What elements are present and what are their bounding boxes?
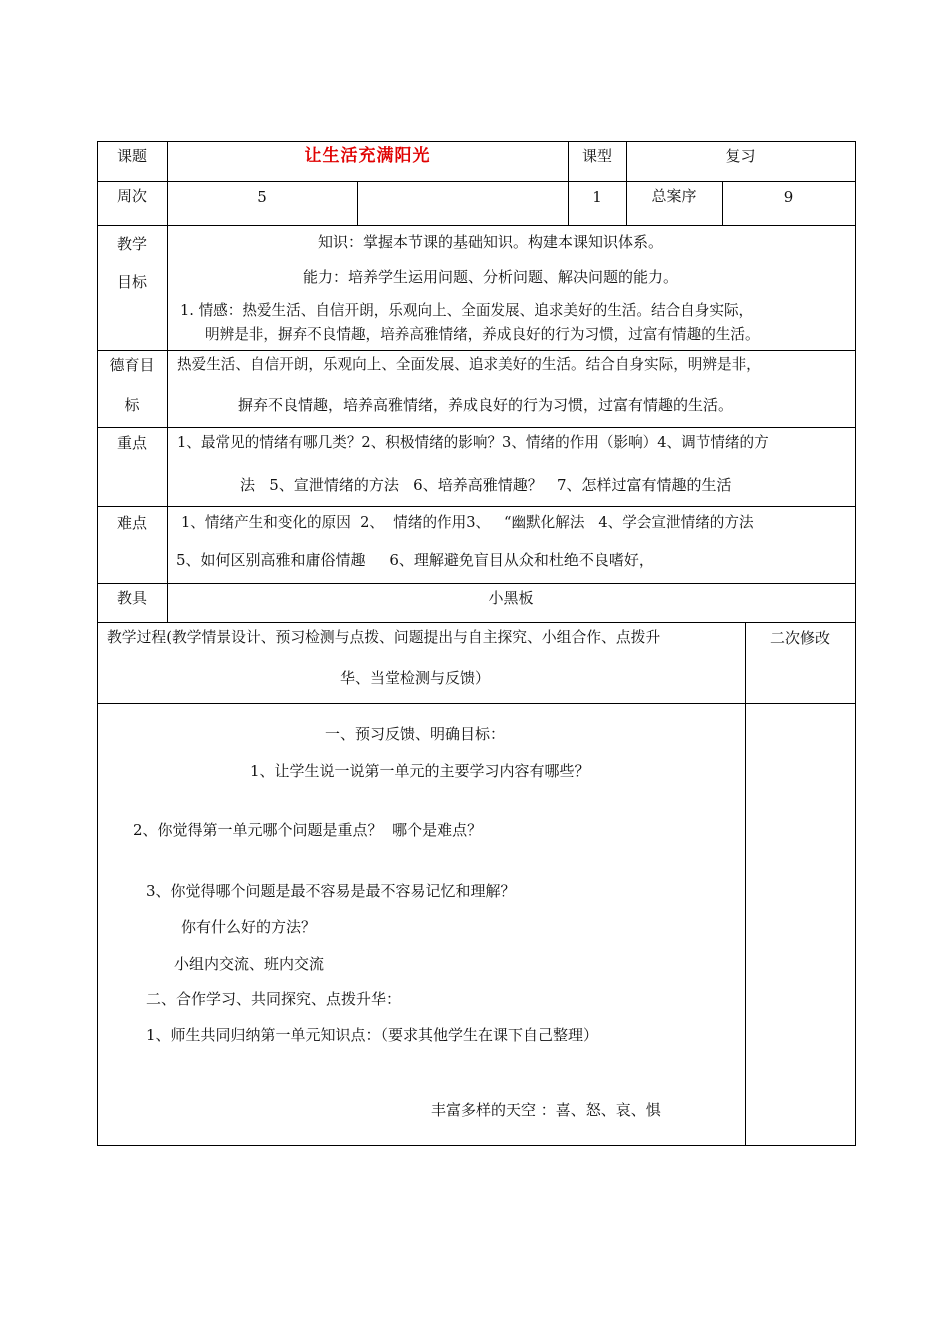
label-topic: 课题 [116,147,147,165]
question-1: 1、让学生说一说第一单元的主要学习内容有哪些？ [250,762,590,780]
rule [97,181,856,182]
label-goals-1: 教学 [116,235,147,253]
question-3: 3、你觉得哪个问题是最不容易是最不容易记忆和理解？ [146,882,516,900]
goal-emotion-1: 1. 情感：热爱生活、自信开朗，乐观向上、全面发展、追求美好的生活。结合自身实际， [180,302,754,319]
goal-emotion-2: 明辨是非，摒弃不良情趣，培养高雅情绪，养成良好的行为习惯，过富有情趣的生活。 [205,326,760,343]
label-moral-2: 标 [124,396,140,414]
rule [855,141,856,1146]
lesson-title: 让生活充满阳光 [304,146,431,166]
tools-value: 小黑板 [488,589,534,607]
exchange-text: 小组内交流、班内交流 [174,955,325,973]
process-header-2: 华、当堂检测与反馈） [340,669,491,687]
moral-line-2: 摒弃不良情趣，培养高雅情绪，养成良好的行为习惯，过富有情趣的生活。 [238,396,734,414]
rule [97,141,98,1146]
question-2: 2、你觉得第一单元哪个问题是重点？ 哪个是难点？ [133,821,483,839]
week-value: 5 [257,188,267,206]
rule [97,141,856,142]
process-header-1: 教学过程(教学情景设计、预习检测与点拨、问题提出与自主探究、小组合作、点拨升 [107,629,661,646]
moral-line-1: 热爱生活、自信开朗，乐观向上、全面发展、追求美好的生活。结合自身实际，明辨是非， [177,356,761,373]
key-points-line-1: 1、最常见的情绪有哪几类？2、积极情绪的影响？3、情绪的作用（影响）4、调节情绪的方 [177,434,769,451]
rule [97,506,856,507]
task-1: 1、师生共同归纳第一单元知识点：（要求其他学生在课下自己整理） [146,1026,599,1044]
difficulties-line-2: 5、如何区别高雅和庸俗情趣 6、理解避免盲目从众和杜绝不良嗜好， [176,551,654,569]
rule [97,703,856,704]
rule [97,1145,856,1146]
question-3-sub: 你有什么好的方法？ [181,918,317,936]
label-total: 总案序 [651,187,697,205]
label-key-points: 重点 [116,434,147,452]
rule [97,427,856,428]
rule [97,622,856,623]
rule [97,583,856,584]
lesson-type: 复习 [725,147,756,165]
revision-label: 二次修改 [769,629,830,647]
goal-ability: 能力：培养学生运用问题、分析问题、解决问题的能力。 [303,268,679,286]
label-difficulties: 难点 [116,514,147,532]
goal-knowledge: 知识：掌握本节课的基础知识。构建本课知识体系。 [318,233,664,251]
label-type: 课型 [581,147,612,165]
rule [97,350,856,351]
label-week: 周次 [116,187,147,205]
difficulties-line-1: 1、情绪产生和变化的原因 2、 情绪的作用3、 “幽默化解法 4、学会宣泄情绪的方法 [181,514,754,531]
label-goals-2: 目标 [116,273,147,291]
rule [97,225,856,226]
rule [745,622,746,1146]
label-tools: 教具 [116,589,147,607]
rule [357,181,358,226]
emotions-line: 丰富多样的天空 ：喜、怒、哀、惧 [431,1101,661,1119]
section-1-heading: 一、预习反馈、明确目标： [325,725,506,743]
period-value: 1 [592,188,602,206]
section-2-heading: 二、合作学习、共同探究、点拨升华： [146,990,402,1008]
key-points-line-2: 法 5、宣泄情绪的方法 6、培养高雅情趣？ 7、怎样过富有情趣的生活 [240,476,732,494]
rule [167,141,168,623]
total-value: 9 [783,188,794,206]
label-moral-1: 德育目 [109,356,155,374]
